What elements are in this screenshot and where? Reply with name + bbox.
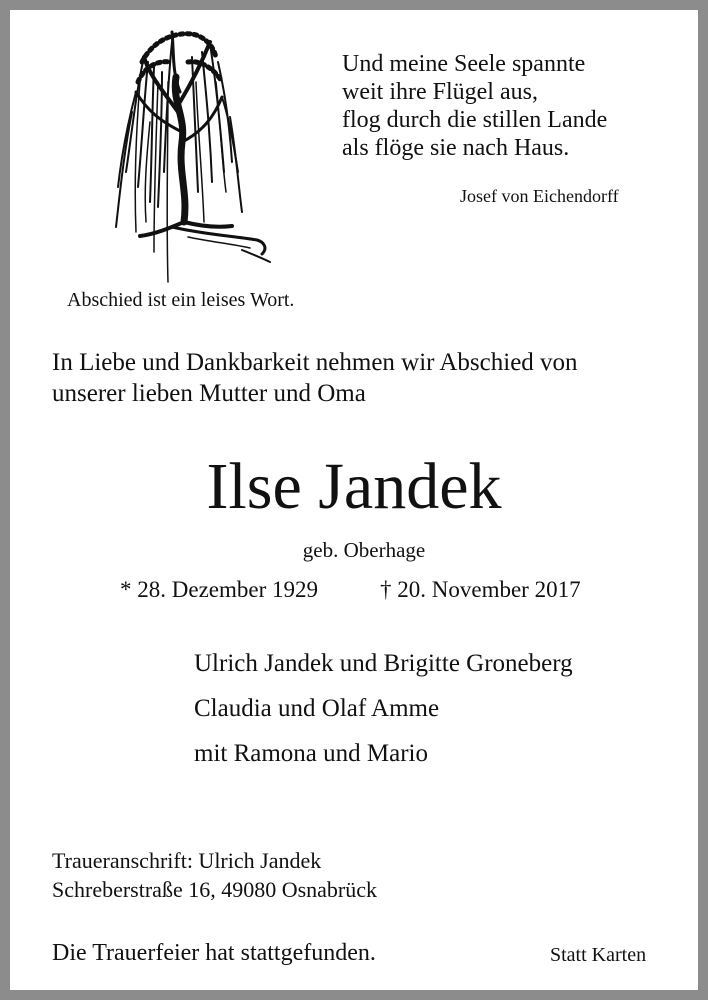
poem — [342, 50, 607, 162]
poem-author: Josef von Eichendorff — [460, 186, 619, 206]
mourner-entry: Claudia und Olaf Amme — [194, 695, 440, 722]
weeping-willow-icon — [92, 22, 282, 292]
birth-date: * 28. Dezember 1929 — [120, 577, 318, 602]
mourner-entry: Ulrich Jandek und Brigitte Groneberg — [194, 650, 573, 677]
poem-line: Und meine Seele spannte — [342, 51, 586, 77]
birth-name: geb. Oberhage — [302, 538, 426, 562]
poem-line: weit ihre Flügel aus, — [342, 79, 538, 105]
mourning-address — [52, 846, 377, 904]
cards-note: Statt Karten — [550, 944, 647, 966]
ceremony-note: Die Trauerfeier hat stattgefunden. — [52, 940, 376, 966]
mourners-list — [194, 644, 573, 779]
mourner-entry: mit Ramona und Mario — [194, 740, 428, 767]
intro-text — [52, 347, 578, 409]
poem-line: als flöge sie nach Haus. — [342, 135, 570, 161]
death-date: † 20. November 2017 — [380, 577, 581, 602]
intro-line: unserer lieben Mutter und Oma — [52, 380, 366, 407]
intro-line: In Liebe und Dankbarkeit nehmen wir Abschied von — [52, 349, 578, 376]
address-line: Schreberstraße 16, 49080 Osnabrück — [52, 877, 378, 902]
deceased-name: Ilse Jandek — [206, 450, 502, 523]
illustration-caption: Abschied ist ein leises Wort. — [67, 289, 295, 311]
poem-line: flog durch die stillen Lande — [342, 107, 608, 133]
address-line: Traueranschrift: Ulrich Jandek — [52, 848, 322, 873]
